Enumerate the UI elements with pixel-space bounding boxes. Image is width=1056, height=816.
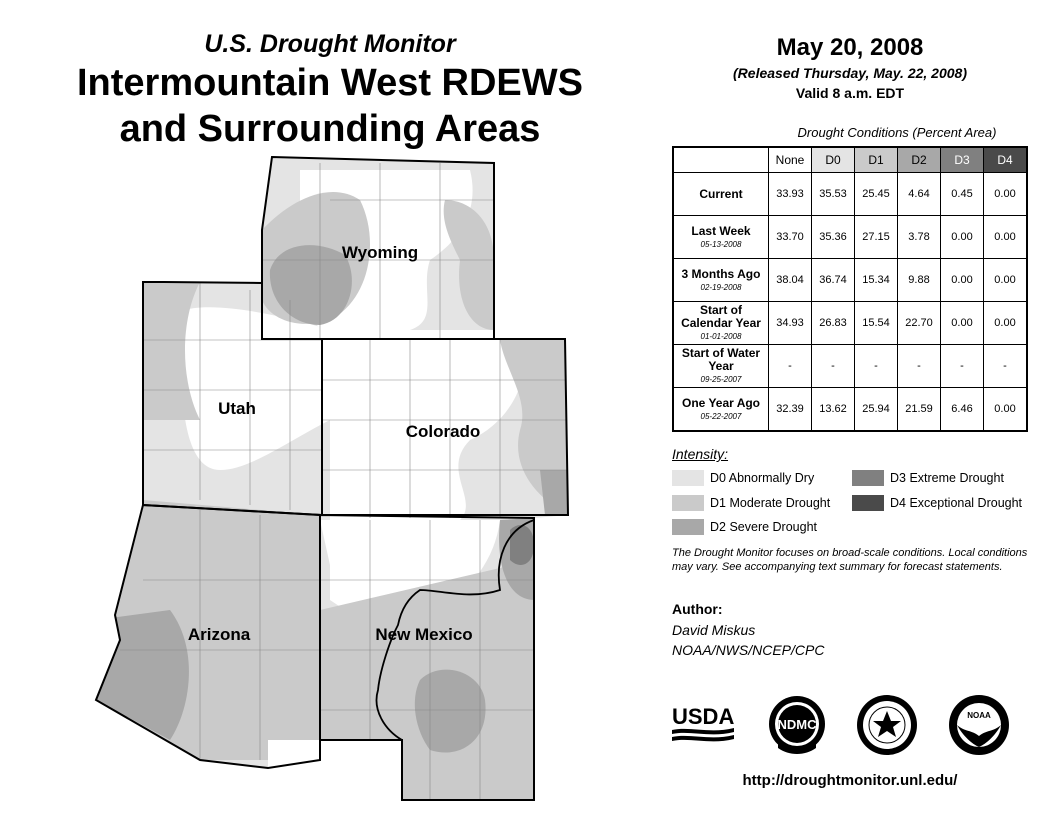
state-label-colorado: Colorado bbox=[405, 422, 481, 441]
state-label-new-mexico: New Mexico bbox=[375, 625, 473, 644]
legend-item-d0 bbox=[672, 470, 814, 486]
table-cell: 36.74 bbox=[812, 259, 855, 302]
noaa-logo-text: NOAA bbox=[967, 711, 991, 720]
table-cell: 0.00 bbox=[984, 216, 1028, 259]
row-date: 05-13-2008 bbox=[700, 239, 742, 249]
table-caption: Drought Conditions (Percent Area) bbox=[797, 125, 997, 140]
legend-item-d2 bbox=[672, 519, 817, 535]
legend-label: D0 Abnormally Dry bbox=[710, 471, 815, 485]
table-cell: 13.62 bbox=[812, 388, 855, 432]
table-cell: - bbox=[812, 345, 855, 388]
commerce-seal-logo bbox=[856, 694, 918, 756]
legend-swatch bbox=[672, 470, 704, 486]
table-row bbox=[673, 216, 1027, 259]
state-label-arizona: Arizona bbox=[187, 625, 251, 644]
table-cell: 0.00 bbox=[941, 259, 984, 302]
table-cell: - bbox=[855, 345, 898, 388]
table-cell: - bbox=[898, 345, 941, 388]
table-cell: 0.00 bbox=[984, 388, 1028, 432]
author-label: Author: bbox=[672, 601, 723, 617]
table-cell: 15.54 bbox=[855, 302, 898, 345]
row-header bbox=[673, 216, 769, 259]
legend-swatch bbox=[672, 519, 704, 535]
table-cell: - bbox=[941, 345, 984, 388]
d2-arizona-west bbox=[96, 610, 189, 740]
legend-label: D1 Moderate Drought bbox=[710, 496, 831, 510]
table-cell: 4.64 bbox=[898, 173, 941, 216]
legend-swatch bbox=[852, 470, 884, 486]
website-url[interactable]: http://droughtmonitor.unl.edu/ bbox=[742, 772, 958, 789]
table-cell: 3.78 bbox=[898, 216, 941, 259]
row-header bbox=[673, 173, 769, 216]
usda-logo bbox=[670, 700, 736, 750]
legend-label: D3 Extreme Drought bbox=[890, 471, 1004, 485]
ndmc-logo-text: NDMC bbox=[777, 717, 817, 732]
row-label: Last Week bbox=[691, 223, 751, 238]
legend-item-d1 bbox=[672, 495, 830, 511]
column-header: D1 bbox=[855, 147, 898, 173]
table-row bbox=[673, 173, 1027, 216]
table-cell: 38.04 bbox=[769, 259, 812, 302]
author-organization: NOAA/NWS/NCEP/CPC bbox=[672, 642, 825, 658]
table-row bbox=[673, 388, 1027, 432]
row-header bbox=[673, 259, 769, 302]
map-subtitle: U.S. Drought Monitor bbox=[204, 30, 456, 58]
table-cell: 15.34 bbox=[855, 259, 898, 302]
row-date: 09-25-2007 bbox=[700, 375, 742, 384]
column-header: D4 bbox=[984, 147, 1028, 173]
table-cell: 0.00 bbox=[941, 302, 984, 345]
table-cell: 22.70 bbox=[898, 302, 941, 345]
disclaimer-note: The Drought Monitor focuses on broad-scale conditions. Local conditions may vary. See accompanying text summary for forecast statements. bbox=[672, 547, 1028, 573]
table-cell: 33.70 bbox=[769, 216, 812, 259]
table-cell: 35.36 bbox=[812, 216, 855, 259]
row-label: One Year Ago bbox=[681, 395, 761, 410]
row-date: 05-22-2007 bbox=[700, 411, 742, 421]
table-cell: - bbox=[984, 345, 1028, 388]
noaa-logo bbox=[948, 694, 1010, 756]
table-cell: 26.83 bbox=[812, 302, 855, 345]
usda-logo-text: USDA bbox=[672, 704, 735, 729]
map-date: May 20, 2008 bbox=[776, 34, 924, 61]
row-header bbox=[673, 388, 769, 432]
table-corner bbox=[673, 147, 769, 173]
valid-time: Valid 8 a.m. EDT bbox=[795, 85, 905, 101]
table-cell: 33.93 bbox=[769, 173, 812, 216]
column-header: D3 bbox=[941, 147, 984, 173]
row-date: 02-19-2008 bbox=[700, 282, 742, 292]
row-label: Start of Water Year bbox=[681, 346, 761, 373]
table-cell: 25.94 bbox=[855, 388, 898, 432]
drought-shading bbox=[80, 150, 580, 810]
map-title-line-2: and Surrounding Areas bbox=[119, 108, 541, 150]
d3-new-mexico bbox=[510, 525, 534, 565]
release-date: (Released Thursday, May. 22, 2008) bbox=[733, 65, 967, 81]
legend-item-d4 bbox=[852, 495, 1022, 511]
column-header: D2 bbox=[898, 147, 941, 173]
table-cell: 0.00 bbox=[984, 173, 1028, 216]
legend-label: D2 Severe Drought bbox=[710, 520, 818, 534]
ndmc-logo bbox=[764, 694, 830, 756]
legend-label: D4 Exceptional Drought bbox=[890, 496, 1023, 510]
state-label-wyoming: Wyoming bbox=[341, 243, 419, 262]
row-header bbox=[673, 302, 769, 345]
map-title-line-1: Intermountain West RDEWS bbox=[77, 62, 583, 104]
table-cell: 9.88 bbox=[898, 259, 941, 302]
table-cell: 0.00 bbox=[984, 259, 1028, 302]
row-label: Current bbox=[699, 186, 743, 201]
row-label: 3 Months Ago bbox=[681, 266, 761, 281]
row-header bbox=[673, 345, 769, 388]
table-cell: 0.00 bbox=[984, 302, 1028, 345]
row-label: Start of Calendar Year bbox=[681, 303, 761, 330]
table-cell: 32.39 bbox=[769, 388, 812, 432]
author-name: David Miskus bbox=[672, 622, 756, 638]
table-row bbox=[673, 302, 1027, 345]
column-header: None bbox=[769, 147, 812, 173]
table-row bbox=[673, 345, 1027, 388]
table-cell: 6.46 bbox=[941, 388, 984, 432]
table-cell: 0.00 bbox=[941, 216, 984, 259]
table-cell: 21.59 bbox=[898, 388, 941, 432]
table-cell: 34.93 bbox=[769, 302, 812, 345]
table-row bbox=[673, 259, 1027, 302]
column-header: D0 bbox=[812, 147, 855, 173]
date-block bbox=[672, 34, 1028, 102]
legend-swatch bbox=[852, 495, 884, 511]
table-cell: - bbox=[769, 345, 812, 388]
table-cell: 25.45 bbox=[855, 173, 898, 216]
intensity-legend-title: Intensity: bbox=[672, 446, 729, 462]
row-date: 01-01-2008 bbox=[700, 332, 742, 341]
table-cell: 27.15 bbox=[855, 216, 898, 259]
state-label-utah: Utah bbox=[218, 399, 256, 418]
legend-swatch bbox=[672, 495, 704, 511]
table-cell: 35.53 bbox=[812, 173, 855, 216]
drought-conditions-table bbox=[672, 146, 1028, 432]
legend-item-d3 bbox=[852, 470, 1004, 486]
table-cell: 0.45 bbox=[941, 173, 984, 216]
